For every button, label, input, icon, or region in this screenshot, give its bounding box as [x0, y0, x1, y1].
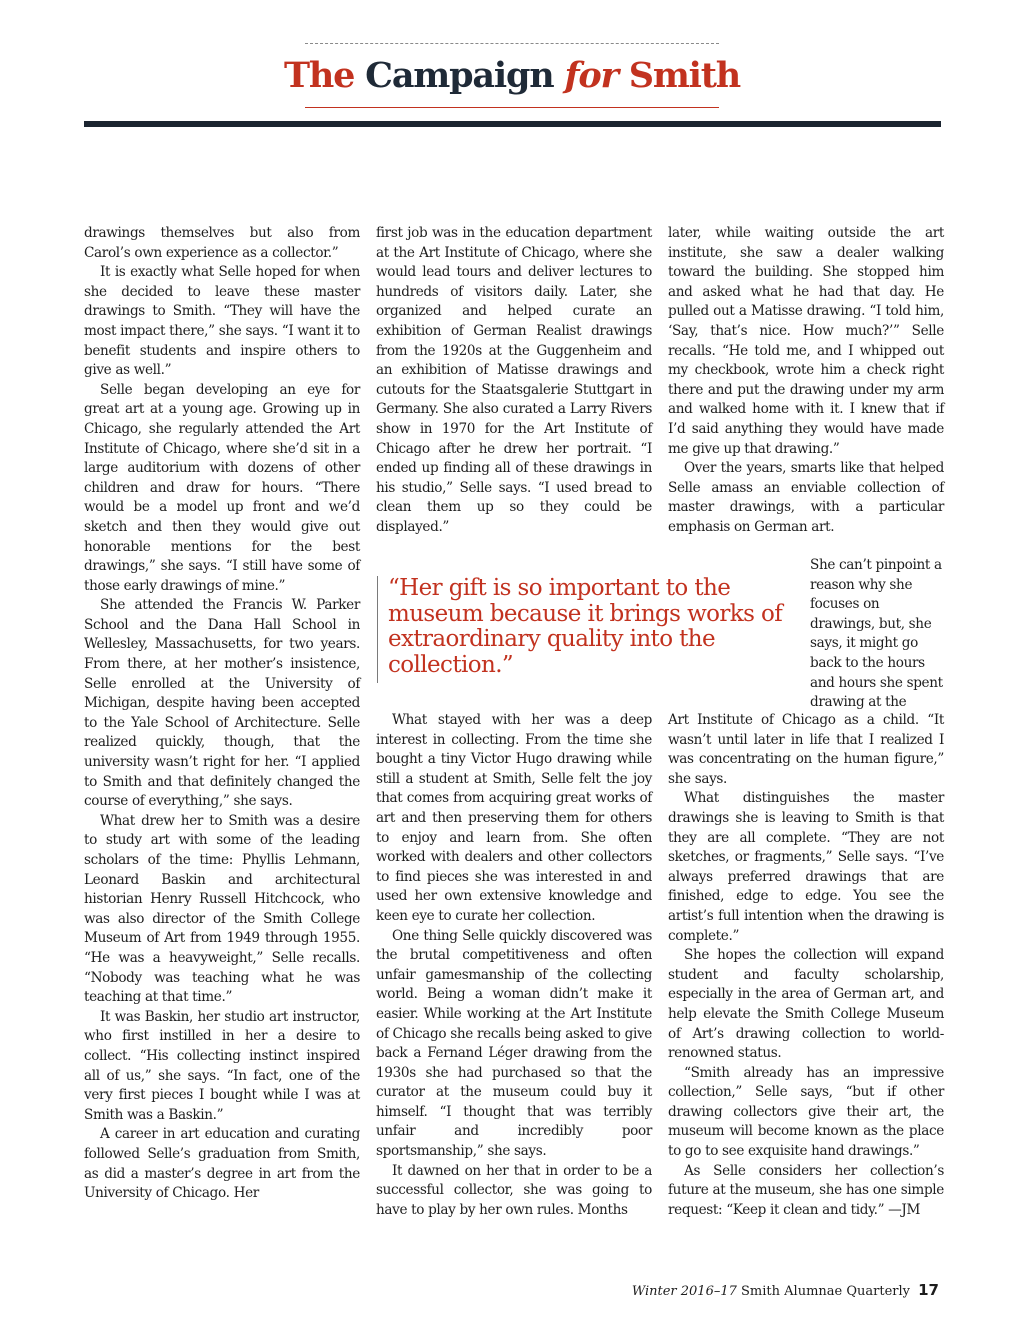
paragraph: What distinguishes the master drawings she is leaving to Smith is that they are all complete. “They are not sketches, or fragments,” Selle says. “I’ve always preferred drawings that are finished, edge to edge. You see the artist’s full intention when the drawing is complete.” [668, 790, 944, 944]
paragraph: What drew her to Smith was a desire to study art with some of the leading scholars of the time: Phyllis Lehmann, Leonard Baskin and architectural historian Henry Russell Hitchcock, who was also director of the Smith College Museum of Art from 1949 through 1955. “He was a heavyweight,” Selle recalls. “Nobody was teaching what he was teaching at that time.” [84, 812, 360, 1006]
article-column-2-top [376, 224, 652, 538]
paragraph: “Smith already has an impressive collection,” Selle says, “but if other drawing collectors give their art, the museum will become known as the place to go to see exquisite hand drawings.” [668, 1064, 944, 1160]
paragraph: Selle began developing an eye for great art at a young age. Growing up in Chicago, she regularly attended the Art Institute of Chicago, where she’d sit in a large auditorium with dozens of other children and draw for hours. “There would be a model up front and we’d sketch and then they would give out honorable mentions for the best drawings,” she says. “I still have some of those early drawings of mine.” [84, 381, 360, 594]
header-heavy-bar [84, 121, 941, 127]
paragraph: It was Baskin, her studio art instructor, who first instilled in her a desire to collect. “His collecting instinct inspired all of us,” she says. “In fact, one of the very first pieces I bought while I was at Smith was a Baskin.” [84, 1008, 360, 1123]
paragraph: She hopes the collection will expand student and faculty scholarship, especially in the area of German art, and help elevate the Smith College Museum of Art’s drawing collection to world-renowned status. [668, 947, 944, 1062]
page-footer [632, 1281, 939, 1299]
page-number: 17 [918, 1281, 939, 1299]
paragraph: It dawned on her that in order to be a successful collector, she was going to have to play by her own rules. Months [376, 1162, 652, 1218]
paragraph: It is exactly what Selle hoped for when she decided to leave these master drawings to Smith. “They will have the most impact there,” she says. “I want it to benefit students and inspire others to give as well.” [84, 264, 360, 379]
paragraph: She can’t pinpoint a reason why she focuses on drawings, but, she says, it might go back to the hours and hours she spent drawing at the [810, 557, 943, 711]
paragraph: A career in art education and curating followed Selle’s graduation from Smith, as did a master’s degree in art from the University of Chicago. Her [84, 1126, 360, 1202]
article-column-3-bottom [668, 711, 944, 1220]
article-column-3-top [668, 224, 944, 538]
paragraph: Over the years, smarts like that helped Selle amass an enviable collection of master drawings, with a particular emphasis on German art. [668, 460, 944, 535]
paragraph: first job was in the education department at the Art Institute of Chicago, where she would lead tours and deliver lectures to hundreds of visitors daily. Later, she organized and helped curate an exhibition of German Realist drawings from the 1920s at the Guggenheim and an exhibition of Matisse drawings and cutouts for the Staatsgalerie Stuttgart in Germany. She also curated a Larry Rivers show in 1970 for the Art Institute of Chicago after he drew her portrait. “I ended up finding all of these drawings in his studio,” Selle says. “I used bread to clean them up so they could be displayed.” [376, 225, 652, 535]
footer-issue: Winter 2016–17 [631, 1284, 737, 1299]
paragraph: drawings themselves but also from Carol’s own experience as a collector.” [84, 225, 360, 261]
footer-publication: Smith Alumnae Quarterly [741, 1284, 910, 1299]
paragraph: She attended the Francis W. Parker School and the Dana Hall School in Wellesley, Massachusetts, for two years. From there, at her mother’s insistence, Selle enrolled at the University of Michigan, despite having been accepted to the Yale School of Architecture. Selle realized quickly, though, that the university wasn’t right for her. “I applied to Smith and that definitely changed the course of everything,” she says. [84, 597, 360, 810]
paragraph: Art Institute of Chicago as a child. “It wasn’t until later in life that I realized I was concentrating on the human figure,” she says. [668, 712, 944, 787]
masthead-word-for: for [564, 55, 618, 96]
article-column-3-wrap [810, 556, 944, 713]
article-column-2-bottom [376, 711, 652, 1220]
paragraph: What stayed with her was a deep interest in collecting. From the time she bought a tiny Victor Hugo drawing while still a student at Smith, Selle felt the joy that comes from acquiring great works of art and then preserving them for others to enjoy and learn from. She often worked with dealers and other collectors to find pieces she was interested in and used her own extensive knowledge and keen eye to curate her collection. [376, 712, 652, 924]
masthead-word-the: The [284, 55, 355, 96]
paragraph: One thing Selle quickly discovered was the brutal competitiveness and often unfair gamesmanship of the collecting world. Being a woman didn’t make it easier. While working at the Art Institute of Chicago she recalls being asked to give back a Fernand Léger drawing from the 1930s she had purchased so that the curator at the museum could buy it himself. “I thought that was terribly unfair and incredibly poor sportsmanship,” she says. [376, 927, 652, 1160]
masthead-title [0, 52, 1024, 100]
masthead-word-campaign: Campaign [365, 55, 554, 96]
paragraph: As Selle considers her collection’s future at the museum, she has one simple request: “Keep it clean and tidy.” —JM [668, 1162, 944, 1218]
header-dotted-rule [305, 43, 719, 44]
paragraph: later, while waiting outside the art institute, she saw a dealer walking toward the building. She stopped him and asked what he had that day. He pulled out a Matisse drawing. “I told him, ‘Say, that’s nice. How much?’” Selle recalls. “He told me, and I whipped out my checkbook, wrote him a check right there and put the drawing under my arm and walked home with it. I knew that if I’d said anything they would have made me give up that drawing.” [668, 225, 944, 457]
masthead-word-smith: Smith [628, 55, 740, 96]
header-red-rule [305, 107, 719, 108]
pull-quote: “Her gift is so important to the museum because it brings works of extraordinary quality into the collection.” [377, 576, 788, 683]
article-column-1 [84, 224, 360, 1204]
